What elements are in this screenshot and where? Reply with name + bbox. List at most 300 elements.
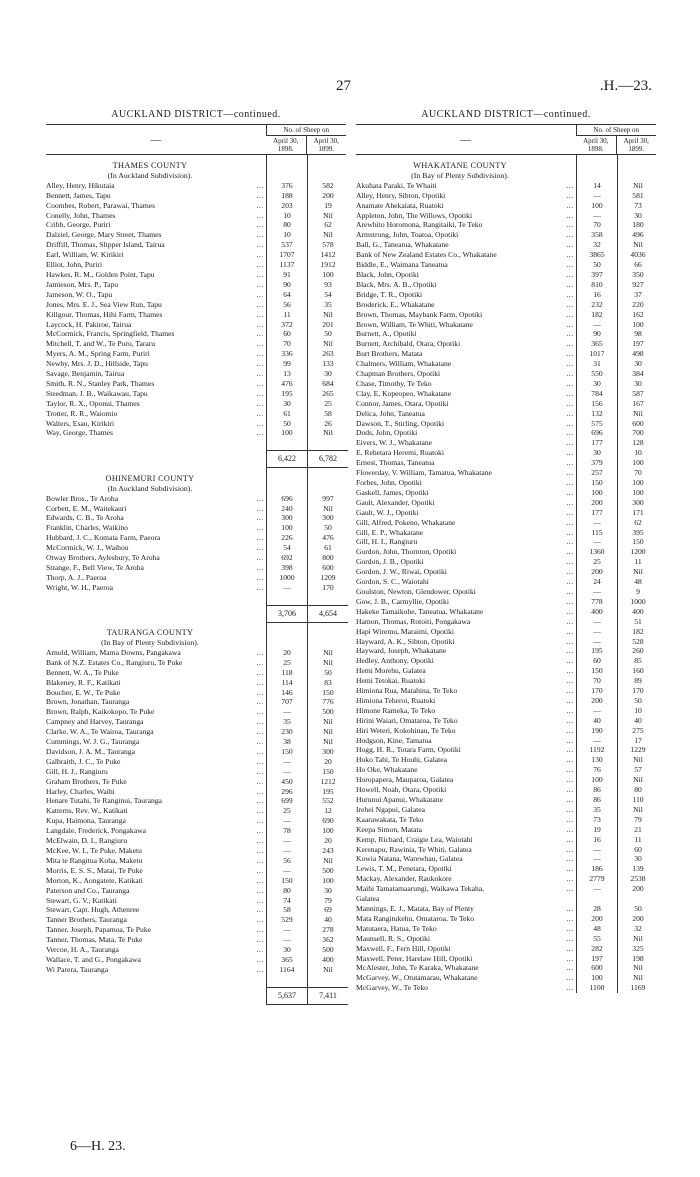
- sheep-1898: 25: [577, 557, 618, 567]
- sheep-1899: Nil: [618, 973, 659, 983]
- table-row: [46, 270, 348, 280]
- table-row: [356, 646, 658, 656]
- table-row: [356, 369, 658, 379]
- sheep-1898: 16: [577, 835, 618, 845]
- dot-leader: ...: [566, 309, 574, 319]
- dot-leader: ...: [566, 596, 574, 606]
- dot-leader: ...: [566, 279, 574, 289]
- sheep-1898: 100: [267, 428, 308, 438]
- sheep-1899: 93: [308, 280, 349, 290]
- owner-name: Wi Parera, Tauranga: [46, 964, 109, 974]
- dot-leader: ...: [256, 846, 264, 855]
- owner-name: Cribb, George, Puriri: [46, 220, 111, 230]
- sheep-1898: —: [577, 320, 618, 330]
- sheep-1899: 182: [618, 627, 659, 637]
- sheep-1899: 690: [308, 816, 349, 826]
- sheep-1899: 350: [618, 270, 659, 280]
- table-row: [356, 349, 658, 359]
- owner-name: Hedley, Anthony, Opotiki: [356, 656, 434, 666]
- table-row: [46, 806, 348, 816]
- sheep-1898: 16: [577, 290, 618, 300]
- dot-leader: ...: [256, 806, 264, 816]
- sheep-1899: 70: [618, 468, 659, 478]
- table-row: [356, 706, 658, 716]
- dot-leader: ...: [566, 319, 574, 329]
- owner-name: Stewart, Capt. Hugh, Athenree: [46, 905, 140, 915]
- dot-leader: ...: [256, 786, 264, 796]
- header-date-1898: April 30, 1898.: [583, 137, 609, 153]
- dot-leader: ...: [256, 945, 264, 955]
- owner-name: Broderick, E., Whakatane: [356, 299, 435, 309]
- table-row: [356, 755, 658, 765]
- sheep-1898: 11: [267, 310, 308, 320]
- dot-leader: ...: [256, 677, 264, 687]
- table-row: [46, 359, 348, 369]
- dot-leader: ...: [256, 503, 264, 513]
- table-row: [356, 854, 658, 864]
- sheep-1899: Nil: [618, 567, 659, 577]
- owner-name: Gault, W. J., Opotiki: [356, 507, 419, 517]
- owner-name: Driffill, Thomas, Slipper Island, Tairua: [46, 240, 165, 250]
- table-row: [356, 240, 658, 250]
- sheep-1898: 30: [577, 448, 618, 458]
- sheep-1898: 696: [267, 494, 308, 504]
- left-column: [46, 108, 346, 1005]
- owner-name: Morris, E. S. S., Matai, Te Puke: [46, 865, 143, 875]
- owner-name: Ho Oke, Whakatane: [356, 765, 418, 775]
- sheep-1898: 19: [577, 825, 618, 835]
- dot-leader: ...: [566, 943, 574, 953]
- table-row: [356, 736, 658, 746]
- sheep-1898: —: [267, 846, 308, 856]
- table-row: [46, 945, 348, 955]
- table-row: [46, 787, 348, 797]
- sheep-1898: 32: [577, 240, 618, 250]
- sheep-1899: 800: [308, 553, 349, 563]
- sheep-1898: 365: [267, 955, 308, 965]
- owner-name: Mita te Rangitua Koha, Maketu: [46, 855, 143, 865]
- sheep-1898: —: [577, 854, 618, 864]
- dot-leader: ...: [566, 884, 574, 894]
- table-row: [46, 727, 348, 737]
- sheep-1899: 581: [618, 191, 659, 201]
- sheep-1899: 150: [308, 767, 349, 777]
- dot-leader: ...: [566, 517, 574, 527]
- sheep-1899: 578: [308, 240, 349, 250]
- table-row: [46, 320, 348, 330]
- sheep-1899: 528: [618, 637, 659, 647]
- table-row: [46, 846, 348, 856]
- sheep-1898: 10: [267, 211, 308, 221]
- owner-name: Morton, K., Aongatete, Katikati: [46, 875, 143, 885]
- sheep-1898: 336: [267, 349, 308, 359]
- table-row: [46, 678, 348, 688]
- table-row: [356, 637, 658, 647]
- sheep-1899: Nil: [618, 240, 659, 250]
- owner-name: Black, John, Opotiki: [356, 269, 419, 279]
- dot-leader: ...: [566, 933, 574, 943]
- sheep-1899: 265: [308, 389, 349, 399]
- sheep-1898: 282: [577, 944, 618, 954]
- sheep-1899: 170: [618, 686, 659, 696]
- dot-leader: ...: [256, 826, 264, 836]
- owner-name: Hodgson, Kine, Tamatua: [356, 735, 432, 745]
- owner-name: McKee, W. I., Te Puke, Maketu: [46, 846, 142, 855]
- sheep-1898: 1017: [577, 349, 618, 359]
- dot-leader: ...: [566, 349, 574, 359]
- dot-leader: ...: [566, 666, 574, 676]
- owner-name: Wright, W. H., Paeroa: [46, 582, 113, 592]
- sheep-1898: 70: [577, 676, 618, 686]
- owner-name: Tanner, Joseph, Papamoa, Te Puke: [46, 925, 151, 935]
- sheep-1898: 358: [577, 230, 618, 240]
- owner-name: Hapi Wiremu, Maraimi, Opotiki: [356, 626, 455, 636]
- owner-name: Kaarawakata, Te Teko: [356, 814, 424, 824]
- district-title: AUCKLAND DISTRICT—continued.: [111, 109, 281, 120]
- sheep-1899: 1209: [308, 573, 349, 583]
- sheep-1898: 30: [267, 399, 308, 409]
- sheep-1899: 278: [308, 925, 349, 935]
- table-row: [356, 498, 658, 508]
- district-title: AUCKLAND DISTRICT—continued.: [421, 109, 591, 120]
- table-row: [356, 379, 658, 389]
- sheep-1898: 100: [267, 523, 308, 533]
- dot-leader: ...: [566, 913, 574, 923]
- sheep-1898: 2779: [577, 874, 618, 884]
- owner-name: Appleton, John, The Willows, Opotiki: [356, 210, 473, 220]
- sheep-1899: 89: [618, 676, 659, 686]
- sheep-1899: 30: [618, 379, 659, 389]
- total-1899: 6,782: [308, 451, 349, 468]
- sheep-1899: 17: [618, 736, 659, 746]
- dot-leader: ...: [566, 795, 574, 804]
- sheep-1898: 100: [577, 201, 618, 211]
- sheep-1899: 50: [308, 668, 349, 678]
- sheep-1899: 587: [618, 389, 659, 399]
- dot-leader: ...: [256, 299, 264, 309]
- table-row: [356, 716, 658, 726]
- sheep-1898: 203: [267, 201, 308, 211]
- header-date-1899: April 30, 1899.: [306, 136, 346, 155]
- sheep-1899: 300: [308, 513, 349, 523]
- sheep-1898: 195: [577, 646, 618, 656]
- sheep-1899: 1412: [308, 250, 349, 260]
- owner-name: Langdale, Frederick, Pongakawa: [46, 826, 146, 836]
- table-row: [356, 894, 658, 904]
- dot-leader: ...: [256, 378, 264, 388]
- dot-leader: ...: [566, 646, 574, 656]
- dot-leader: ...: [256, 553, 264, 563]
- table-row: [46, 553, 348, 563]
- sheep-1898: 40: [577, 716, 618, 726]
- dot-leader: ...: [566, 487, 574, 497]
- sheep-1899: 400: [618, 607, 659, 617]
- subdivision-label: (In Bay of Plenty Subdivision).: [411, 170, 509, 180]
- sheep-1898: 810: [577, 280, 618, 290]
- total-row: [46, 605, 348, 622]
- table-row: [356, 666, 658, 676]
- table-row: [356, 954, 658, 964]
- owner-name: Hiri Weteri, Kokohinau, Te Teko: [356, 725, 456, 735]
- owner-name: Jameson, W. O., Tapu: [46, 289, 113, 299]
- dot-leader: ...: [256, 562, 264, 572]
- owner-name: Tanner, Thomas, Mata, Te Puke: [46, 935, 143, 945]
- sheep-1898: 186: [577, 864, 618, 874]
- dot-leader: ...: [256, 260, 264, 270]
- owner-name: Gaskell, James, Opotiki: [356, 487, 429, 497]
- sheep-1899: 150: [618, 537, 659, 547]
- owner-name: Vercoe, H. A., Tauranga: [46, 945, 119, 955]
- sheep-1899: 400: [308, 955, 349, 965]
- sheep-1898: —: [267, 836, 308, 846]
- owner-name: Gordon, S. C., Waiotahi: [356, 577, 429, 587]
- header-dash: —: [356, 125, 576, 155]
- owner-name: Galatea: [356, 894, 380, 904]
- owner-name: Gill, Alfred, Pokeno, Whakatane: [356, 517, 456, 527]
- sheep-1898: 90: [577, 329, 618, 339]
- sheep-1899: Nil: [308, 965, 349, 975]
- dot-leader: ...: [256, 737, 264, 747]
- dot-leader: ...: [566, 299, 574, 309]
- sheep-1898: 132: [577, 409, 618, 419]
- owner-name: Horopapera, Mauparoa, Galatea: [356, 775, 454, 785]
- dot-leader: ...: [256, 398, 264, 408]
- table-row: [356, 270, 658, 280]
- sheep-1899: 50: [618, 696, 659, 706]
- table-row: [356, 825, 658, 835]
- dot-leader: ...: [566, 903, 574, 913]
- dot-leader: ...: [566, 656, 574, 666]
- owner-name: Chapman Brothers, Opotiki: [356, 369, 441, 379]
- sheep-1899: 50: [308, 523, 349, 533]
- sheep-1898: 100: [577, 488, 618, 498]
- owner-name: Bridge, T. R., Opotiki: [356, 289, 423, 299]
- sheep-1899: 263: [308, 349, 349, 359]
- sheep-1899: 57: [618, 765, 659, 775]
- table-row: [356, 676, 658, 686]
- sheep-1899: Nil: [308, 737, 349, 747]
- table-row: [356, 904, 658, 914]
- dot-leader: ...: [256, 319, 264, 329]
- table-row: [46, 668, 348, 678]
- sheep-1898: 200: [577, 914, 618, 924]
- owner-name: Gordon, J. W., Riwai, Opotiki: [356, 567, 447, 577]
- table-row: [46, 836, 348, 846]
- owner-name: Black, Mrs. A. B., Opotiki: [356, 279, 437, 289]
- table-row: [356, 419, 658, 429]
- sheep-1899: 19: [308, 201, 349, 211]
- owner-name: Kowia Natana, Warewhau, Galatea: [356, 854, 463, 864]
- table-row: [356, 518, 658, 528]
- sheep-1898: 150: [267, 876, 308, 886]
- sheep-1898: —: [577, 627, 618, 637]
- table-row: [46, 349, 348, 359]
- table-row: [46, 300, 348, 310]
- table-row: [356, 627, 658, 637]
- dot-leader: ...: [256, 533, 264, 543]
- owner-name: Corbett, E. M., Waitekauri: [46, 503, 127, 513]
- sheep-1899: 300: [618, 498, 659, 508]
- table-row: [356, 864, 658, 874]
- sheep-1898: 296: [267, 787, 308, 797]
- dot-leader: ...: [566, 636, 574, 646]
- table-row: [46, 965, 348, 975]
- sheep-1899: 80: [618, 785, 659, 795]
- sheep-1899: 40: [308, 915, 349, 925]
- sheep-1899: Nil: [308, 310, 349, 320]
- owner-name: Gordon, John, Thornton, Opotiki: [356, 547, 457, 557]
- owner-name: Dawson, T., Stirling, Opotiki: [356, 418, 445, 428]
- owner-name: Forbes, John, Opotiki: [356, 478, 422, 487]
- dot-leader: ...: [256, 349, 264, 359]
- table-row: [356, 329, 658, 339]
- owner-name: Eivers, W. J., Whakatane: [356, 438, 432, 448]
- owner-name: Brown, Jonathan, Tauranga: [46, 697, 130, 707]
- owner-name: Clay, E, Kopeopeo, Whakatane: [356, 388, 452, 398]
- owner-name: Flowerday, V. William, Tamatua, Whakatane: [356, 468, 492, 478]
- owner-name: McElwain, D. I., Rangiuru: [46, 836, 128, 846]
- owner-name: Armstrong, John, Toatoa, Opotiki: [356, 230, 459, 240]
- sheep-1898: —: [267, 866, 308, 876]
- sheep-1898: 35: [577, 805, 618, 815]
- dot-leader: ...: [256, 369, 264, 379]
- dot-leader: ...: [566, 458, 574, 468]
- dot-leader: ...: [256, 925, 264, 935]
- sheep-1898: 35: [267, 717, 308, 727]
- table-row: [46, 583, 348, 593]
- owner-name: Brown, William, Te Whiti, Whakatane: [356, 319, 473, 329]
- owner-name: Maxwell, Peter, Harelaw Hill, Opotiki: [356, 953, 473, 963]
- owner-name: Bank of N.Z. Estates Co., Rangiuru, Te Puke: [46, 657, 183, 667]
- sheep-1899: 35: [308, 300, 349, 310]
- dot-leader: ...: [566, 180, 574, 190]
- sheep-1898: 696: [577, 428, 618, 438]
- table-row: [46, 856, 348, 866]
- dot-leader: ...: [566, 814, 574, 824]
- dot-leader: ...: [256, 329, 264, 339]
- header-date-1899: April 30, 1899.: [616, 136, 656, 155]
- sheep-1899: 498: [618, 349, 659, 359]
- sheep-1898: 20: [267, 648, 308, 658]
- owner-name: McCormick, Francis, Springfield, Thames: [46, 329, 175, 339]
- dot-leader: ...: [566, 240, 574, 250]
- table-row: [46, 240, 348, 250]
- table-row: [356, 607, 658, 617]
- table-row: [46, 220, 348, 230]
- sheep-1899: 1169: [618, 983, 659, 993]
- owner-name: Harley, Charles, Waihi: [46, 786, 115, 796]
- sheep-1899: 2538: [618, 874, 659, 884]
- sheep-1899: 20: [308, 836, 349, 846]
- sheep-1898: 376: [267, 181, 308, 191]
- sheep-1899: Nil: [618, 409, 659, 419]
- sheep-1898: 300: [267, 513, 308, 523]
- sheep-1899: 167: [618, 399, 659, 409]
- sheep-1899: 4036: [618, 250, 659, 260]
- sheep-1898: 60: [577, 656, 618, 666]
- owner-name: Way, George, Thames: [46, 428, 113, 438]
- dot-leader: ...: [256, 667, 264, 677]
- dot-leader: ...: [256, 836, 264, 846]
- dot-leader: ...: [256, 289, 264, 299]
- sheep-1898: 200: [577, 567, 618, 577]
- sheep-1898: 150: [267, 747, 308, 757]
- sheep-1899: Nil: [308, 339, 349, 349]
- sheep-1899: 110: [618, 795, 659, 805]
- owner-name: McAlester, John, Te Karaka, Whakatane: [356, 963, 479, 973]
- sheep-1899: 776: [308, 697, 349, 707]
- dot-leader: ...: [256, 210, 264, 220]
- owner-name: Blakeney, R. F., Katikati: [46, 677, 121, 687]
- dot-leader: ...: [256, 309, 264, 319]
- table-row: [356, 686, 658, 696]
- owner-name: Ernest, Thomas, Taneatua: [356, 458, 435, 468]
- table-row: [356, 845, 658, 855]
- owner-name: Coombes, Robert, Parawai, Thames: [46, 200, 156, 210]
- table-row: [46, 816, 348, 826]
- owner-name: Himiona Rua, Matahina, Te Teko: [356, 686, 458, 696]
- sheep-1898: 707: [267, 697, 308, 707]
- dot-leader: ...: [566, 329, 574, 339]
- dot-leader: ...: [566, 398, 574, 408]
- table-row: [356, 963, 658, 973]
- owner-name: Katterns, Rev. W., Katikati: [46, 806, 128, 816]
- owner-name: Gill, E. P., Whakatane: [356, 527, 424, 537]
- sheep-1899: 61: [308, 543, 349, 553]
- owner-name: Chalmers, William, Whakatane: [356, 359, 452, 369]
- table-row: [46, 379, 348, 389]
- sheep-1898: 177: [577, 508, 618, 518]
- sheep-1898: 78: [267, 826, 308, 836]
- sheep-1899: 1000: [618, 597, 659, 607]
- dot-leader: ...: [566, 438, 574, 448]
- sheep-1899: 195: [308, 787, 349, 797]
- dot-leader: ...: [566, 705, 574, 715]
- sheep-1898: 74: [267, 896, 308, 906]
- sheep-1898: 400: [577, 607, 618, 617]
- sheep-1898: 156: [577, 399, 618, 409]
- sheep-1899: 500: [308, 945, 349, 955]
- dot-leader: ...: [566, 230, 574, 240]
- owner-name: Graham Brothers, Te Puke: [46, 776, 127, 786]
- sheep-1898: 200: [577, 498, 618, 508]
- dot-leader: ...: [566, 686, 574, 696]
- dot-leader: ...: [256, 543, 264, 553]
- table-row: [356, 478, 658, 488]
- table-row: [356, 983, 658, 993]
- dot-leader: ...: [256, 816, 264, 826]
- owner-name: Hamon, Thomas, Rotoiti, Pongakawa: [356, 616, 471, 626]
- dot-leader: ...: [256, 865, 264, 875]
- total-1898: 5,637: [267, 987, 308, 1004]
- sheep-1898: 130: [577, 755, 618, 765]
- table-row: [46, 648, 348, 658]
- sheep-1899: 500: [308, 707, 349, 717]
- table-row: [356, 597, 658, 607]
- table-row: [46, 260, 348, 270]
- owner-name: Earl, William, W. Kirikiri: [46, 250, 124, 260]
- sheep-1899: 198: [618, 954, 659, 964]
- dot-leader: ...: [256, 885, 264, 895]
- table-row: [46, 573, 348, 583]
- table-row: [46, 513, 348, 523]
- sheep-1899: 48: [618, 577, 659, 587]
- table-row: [356, 280, 658, 290]
- dot-leader: ...: [566, 834, 574, 844]
- sheep-1898: 372: [267, 320, 308, 330]
- table-row: [356, 547, 658, 557]
- sheep-1899: 50: [618, 904, 659, 914]
